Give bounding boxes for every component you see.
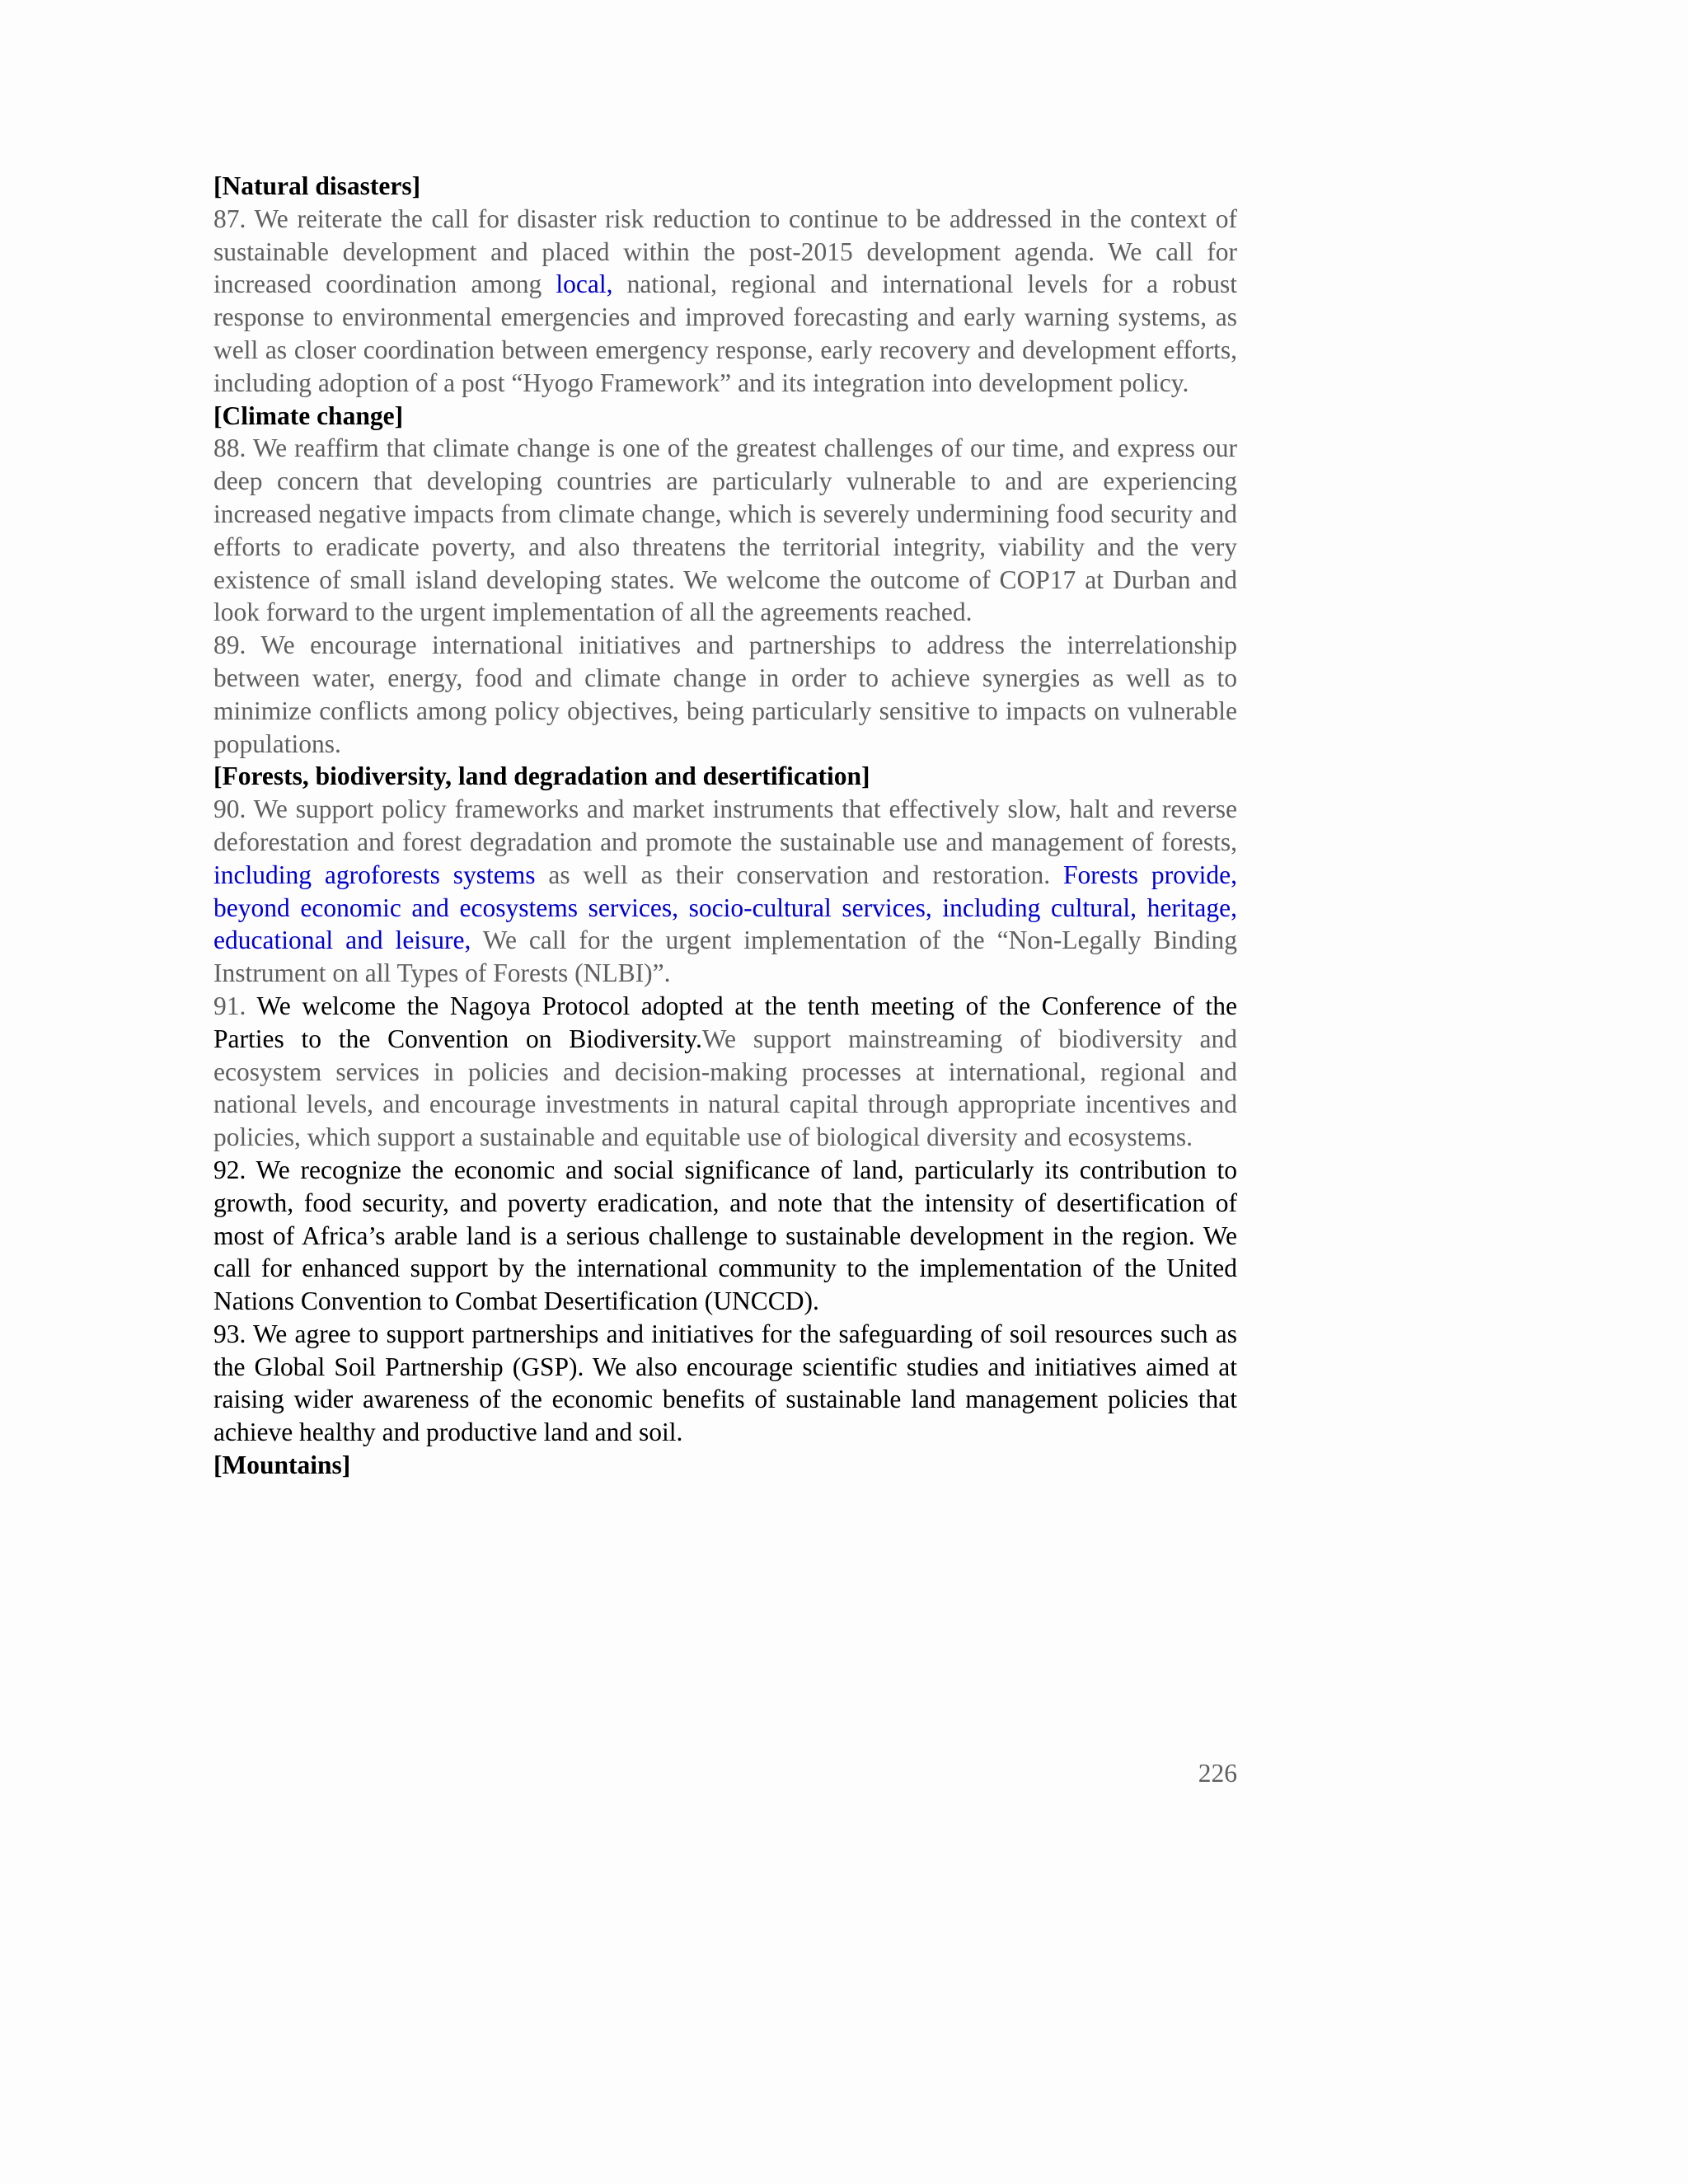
paragraph-91-number: 91.	[213, 991, 257, 1020]
paragraph-87	[213, 203, 1237, 400]
heading-forests: [Forests, biodiversity, land degradation and desertification]	[213, 762, 870, 791]
paragraph-91-text-c: We support mainstreaming of biodiversity and ecosystem services in policies and decision-making processes at international, regional and national levels, and encourage investments in natural capital through appropriate incentives and policies, which support a sustainable and equitable use of biological diversity and ecosystems.	[213, 1024, 1237, 1152]
paragraph-90-highlight-1: including agroforests systems	[213, 860, 536, 889]
paragraph-90-text-a: 90. We support policy frameworks and market instruments that effectively slow, halt and reverse deforestation and forest degradation and promote the sustainable use and management of forests,	[213, 794, 1237, 856]
heading-natural-disasters: [Natural disasters]	[213, 171, 421, 200]
paragraph-89: 89. We encourage international initiatives and partnerships to address the interrelationship between water, energy, food and climate change in order to achieve synergies as well as to minimize conflicts among policy objectives, being particularly sensitive to impacts on vulnerable populations.	[213, 630, 1237, 758]
paragraph-90-highlight-2: Forests provide, beyond economic and ecosystems services, socio-cultural services, including cultural, heritage, educational and leisure,	[213, 860, 1237, 955]
paragraph-87-text-c: national, regional and international levels for a robust response to environmental emergencies and improved forecasting and early warning systems, as well as closer coordination between emergency response, early recovery and development efforts, including adoption of a post “Hyogo Framework” and its integration into development policy.	[213, 269, 1238, 397]
paragraph-88: 88. We reaffirm that climate change is one of the greatest challenges of our time, and express our deep concern that developing countries are particularly vulnerable to and are experiencing increased negative impacts from climate change, which is severely undermining food security and efforts to eradicate poverty, and also threatens the territorial integrity, viability and the very existence of small island developing states. We welcome the outcome of COP17 at Durban and look forward to the urgent implementation of all the agreements reached.	[213, 434, 1237, 627]
paragraph-92: 92. We recognize the economic and social significance of land, particularly its contribution to growth, food security, and poverty eradication, and note that the intensity of desertification of most of Africa’s arable land is a serious challenge to sustainable development in the region. We call for enhanced support by the international community to the implementation of the United Nations Convention to Combat Desertification (UNCCD).	[213, 1155, 1237, 1316]
paragraph-93: 93. We agree to support partnerships and initiatives for the safeguarding of soil resources such as the Global Soil Partnership (GSP). We also encourage scientific studies and initiatives aimed at raising wider awareness of the economic benefits of sustainable land management policies that achieve healthy and productive land and soil.	[213, 1319, 1237, 1447]
paragraph-90-text-e: We call for the urgent implementation of the “Non-Legally Binding Instrument on all Types of Forests (NLBI)”.	[213, 926, 1237, 988]
page-content	[213, 170, 1237, 1482]
paragraph-87-highlight: local,	[556, 269, 613, 299]
paragraph-90-text-c: as well as their conservation and restoration.	[535, 860, 1063, 889]
paragraph-87-text-a: 87. We reiterate the call for disaster risk reduction to continue to be addressed in the context of sustainable development and placed within the post-2015 development agenda. We call for increased coordination among	[213, 204, 1237, 299]
paragraph-91	[213, 990, 1237, 1154]
paragraph-91-black-text: We welcome the Nagoya Protocol adopted at the tenth meeting of the Conference of the Parties to the Convention on Biodiversity.	[213, 991, 1237, 1053]
page-number: 226	[1198, 1759, 1237, 1788]
heading-mountains: [Mountains]	[213, 1451, 351, 1480]
heading-climate-change: [Climate change]	[213, 401, 404, 430]
paragraph-90	[213, 793, 1237, 990]
